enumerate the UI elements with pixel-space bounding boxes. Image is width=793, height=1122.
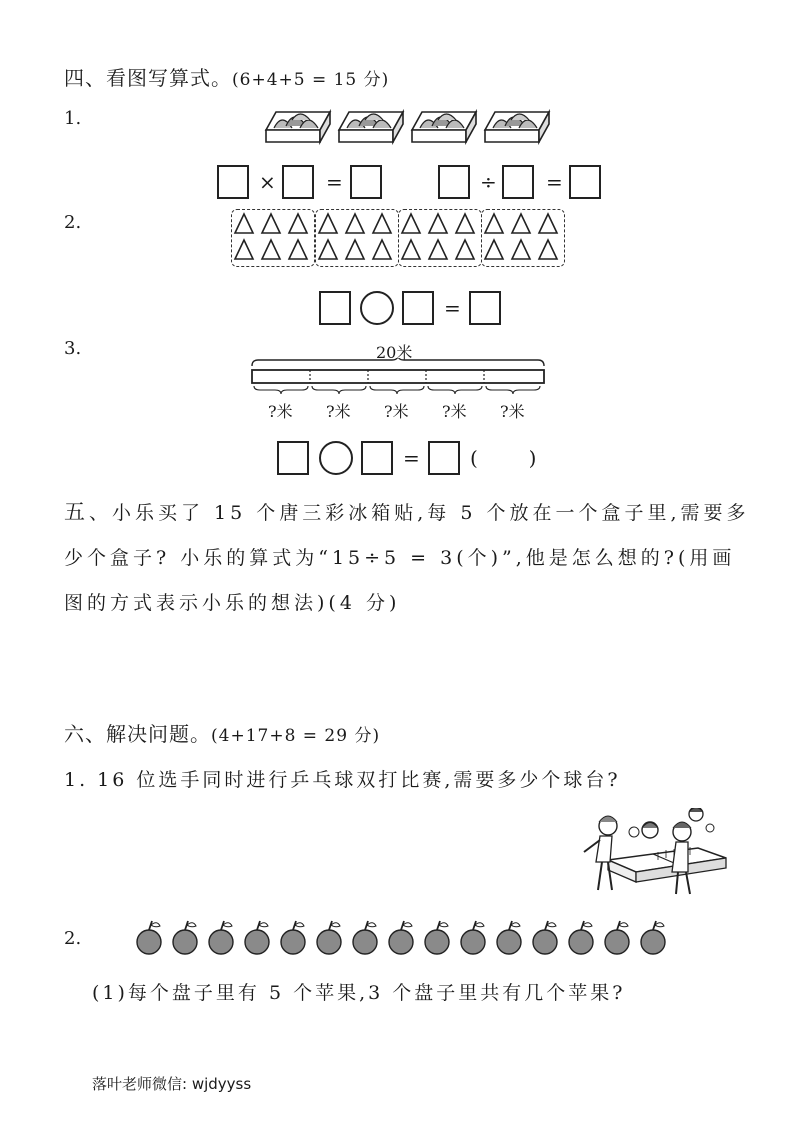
equals-sign: = — [546, 170, 563, 194]
ping-pong-players-illustration — [578, 808, 728, 900]
section4-score: (6+4+5 = 15 分) — [232, 70, 390, 90]
section4-heading — [64, 62, 389, 91]
apples-illustration — [134, 918, 674, 958]
segment-label-4: ?米 — [442, 402, 467, 421]
q1-number: 1. — [64, 108, 82, 129]
section6-heading — [64, 718, 380, 747]
segment-label-2: ?米 — [326, 402, 351, 421]
section4-title: 四、看图写算式。 — [64, 66, 232, 90]
segment-bar-diagram — [248, 358, 548, 398]
equals-sign: = — [444, 296, 461, 320]
section5-line-2: 少个盒子? 小乐的算式为“15÷5 = 3(个)”,他是怎么想的?(用画 — [64, 547, 736, 569]
divide-sign: ÷ — [480, 170, 497, 194]
q3-answer-box-2[interactable] — [361, 441, 393, 475]
section6-q2-sub1: (1)每个盘子里有 5 个苹果,3 个盘子里共有几个苹果? — [92, 982, 626, 1004]
q1-answer-box-3[interactable] — [350, 165, 382, 199]
segment-label-5: ?米 — [500, 402, 525, 421]
section5-line-3: 图的方式表示小乐的想法)(4 分) — [64, 592, 401, 614]
q3-number: 3. — [64, 338, 82, 359]
footer-note: 落叶老师微信: wjdyyss — [92, 1075, 252, 1093]
q2-number: 2. — [64, 212, 82, 233]
q1-answer-box-1[interactable] — [217, 165, 249, 199]
section5-line-1: 五、小乐买了 15 个唐三彩冰箱贴,每 5 个放在一个盒子里,需要多 — [64, 500, 750, 524]
section6-q2-number: 2. — [64, 928, 82, 949]
q2-operator-circle[interactable] — [360, 291, 394, 325]
q1-answer-box-5[interactable] — [502, 165, 534, 199]
q3-answer-box-3[interactable] — [428, 441, 460, 475]
section6-score: (4+17+8 = 29 分) — [211, 726, 381, 746]
q3-answer-box-1[interactable] — [277, 441, 309, 475]
triangles-illustration — [231, 209, 565, 267]
q2-answer-box-1[interactable] — [319, 291, 351, 325]
equals-sign: = — [326, 170, 343, 194]
unit-parentheses[interactable]: ( ) — [470, 446, 537, 470]
multiply-sign: × — [259, 170, 276, 194]
total-length-label: 20米 — [376, 343, 413, 362]
segment-label-3: ?米 — [384, 402, 409, 421]
section6-q1: 1. 16 位选手同时进行乒乓球双打比赛,需要多少个球台? — [64, 769, 621, 791]
section6-title: 六、解决问题。 — [64, 722, 211, 746]
q2-answer-box-2[interactable] — [402, 291, 434, 325]
equals-sign: = — [403, 446, 420, 470]
section5-title-lead: 五 — [64, 500, 89, 524]
q2-answer-box-3[interactable] — [469, 291, 501, 325]
q1-answer-box-6[interactable] — [569, 165, 601, 199]
q1-answer-box-2[interactable] — [282, 165, 314, 199]
segment-label-1: ?米 — [268, 402, 293, 421]
q1-answer-box-4[interactable] — [438, 165, 470, 199]
fruit-trays-illustration — [264, 102, 564, 148]
q3-operator-circle[interactable] — [319, 441, 353, 475]
